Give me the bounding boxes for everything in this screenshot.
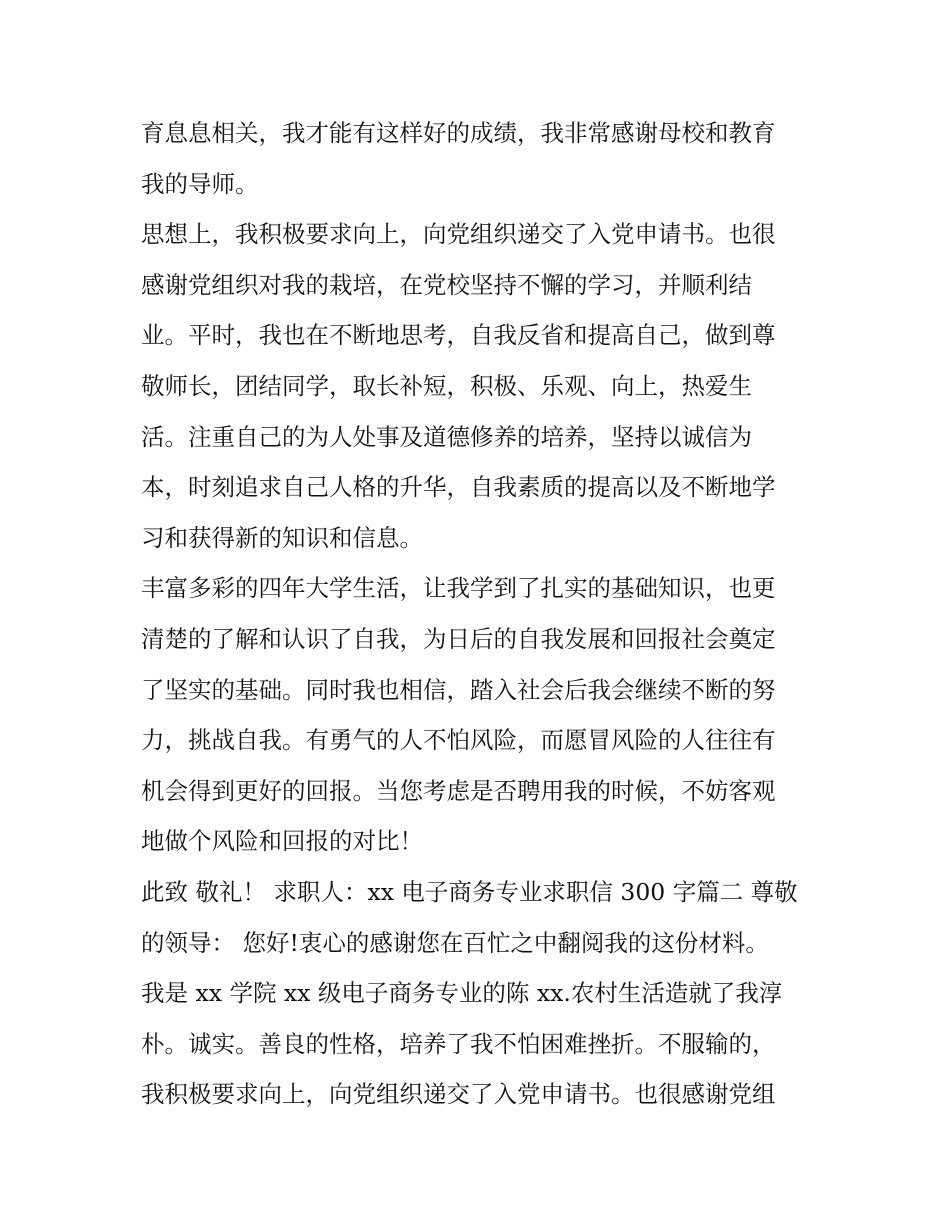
text-line: 我是 xx 学院 xx 级电子商务专业的陈 xx.农村生活造就了我淳 bbox=[141, 979, 783, 1008]
text-line: 我积极要求向上，向党组织递交了入党申请书。也很感谢党组 bbox=[141, 1080, 776, 1109]
text-line: 我的导师。 bbox=[141, 169, 259, 198]
text-line: 思想上，我积极要求向上，向党组织递交了入党申请书。也很 bbox=[141, 220, 776, 249]
text-line: 朴。诚实。善良的性格，培养了我不怕困难挫折。不服输的， bbox=[141, 1029, 776, 1058]
text-line: 地做个风险和回报的对比！ bbox=[141, 827, 423, 856]
text-line: 育息息相关，我才能有这样好的成绩，我非常感谢母校和教育 bbox=[141, 119, 776, 147]
text-line: 力，挑战自我。有勇气的人不怕风险，而愿冒风险的人往往有 bbox=[141, 726, 776, 755]
text-line: 了坚实的基础。同时我也相信，踏入社会后我会继续不断的努 bbox=[141, 675, 776, 704]
text-line: 丰富多彩的四年大学生活，让我学到了扎实的基础知识，也更 bbox=[141, 574, 776, 603]
document-body bbox=[141, 108, 821, 1120]
text-line: 的领导： 您好!衷心的感谢您在百忙之中翻阅我的这份材料。 bbox=[141, 928, 769, 957]
text-line: 此致 敬礼！ 求职人：xx 电子商务专业求职信 300 字篇二 尊敬 bbox=[141, 877, 798, 906]
text-line: 本，时刻追求自己人格的升华，自我素质的提高以及不断地学 bbox=[141, 473, 776, 502]
text-line: 活。注重自己的为人处事及道德修养的培养，坚持以诚信为 bbox=[141, 422, 752, 451]
text-line: 习和获得新的知识和信息。 bbox=[141, 523, 423, 552]
text-line: 敬师长，团结同学，取长补短，积极、乐观、向上，热爱生 bbox=[141, 371, 752, 400]
text-line: 清楚的了解和认识了自我，为日后的自我发展和回报社会奠定 bbox=[141, 624, 776, 653]
text-line: 业。平时，我也在不断地思考，自我反省和提高自己，做到尊 bbox=[141, 321, 776, 350]
text-line: 感谢党组织对我的栽培，在党校坚持不懈的学习，并顺利结 bbox=[141, 270, 752, 299]
text-line: 机会得到更好的回报。当您考虑是否聘用我的时候，不妨客观 bbox=[141, 776, 776, 805]
